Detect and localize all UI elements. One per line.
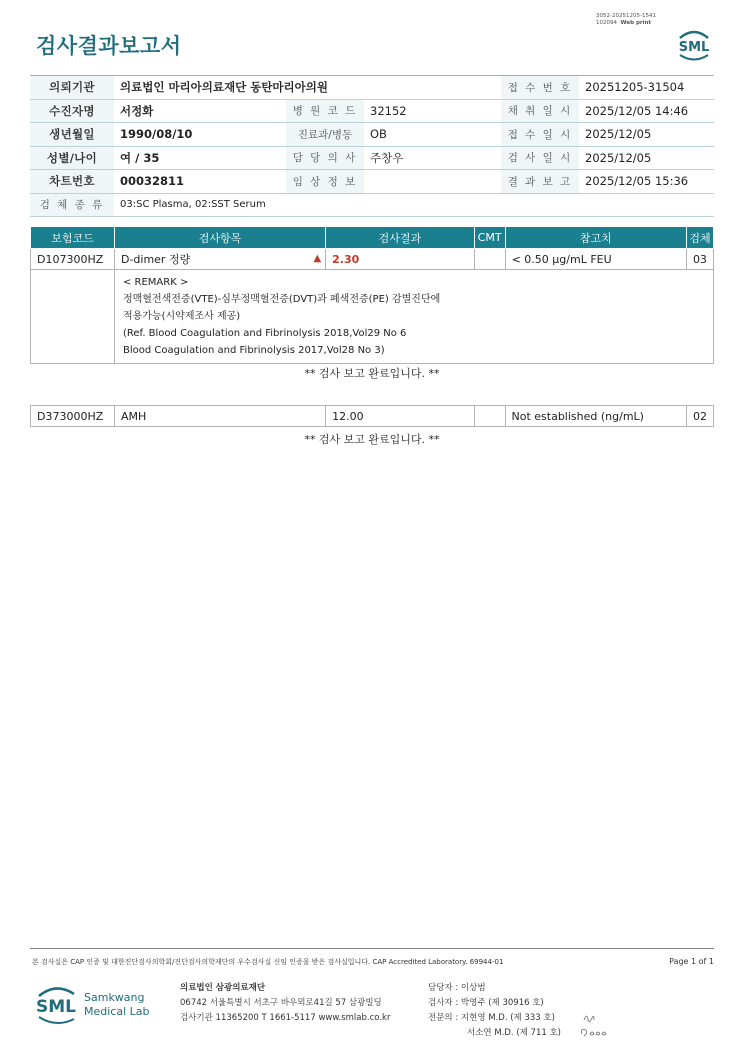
staff-tester: 검사자 : 박영주 (제 30916 호) bbox=[428, 998, 544, 1008]
col-test-item: 검사항목 bbox=[114, 227, 325, 249]
results-header-row bbox=[31, 227, 714, 249]
col-insurance-code: 보험코드 bbox=[31, 227, 115, 249]
sml-logo bbox=[672, 24, 716, 64]
results-table-2 bbox=[30, 405, 714, 427]
test-date-value: 2025/12/05 bbox=[579, 146, 714, 170]
row1-reference: < 0.50 µg/mL FEU bbox=[505, 249, 686, 270]
hospital-code-value: 32152 bbox=[364, 99, 501, 123]
requester-value: 의료법인 마리아의료재단 동탄마리아의원 bbox=[114, 76, 501, 100]
row1-item: D-dimer 정량 bbox=[120, 253, 191, 266]
dept-value: OB bbox=[364, 123, 501, 147]
logo-sml-text: SML bbox=[36, 997, 76, 1017]
staff-specialist: 전문의 : 지현영 M.D. (제 333 호) bbox=[428, 1013, 555, 1023]
row2-code: D373000HZ bbox=[31, 406, 115, 427]
hospital-code-label: 병 원 코 드 bbox=[286, 99, 364, 123]
receipt-no-value: 20251205-31504 bbox=[579, 76, 714, 100]
footer-divider bbox=[30, 948, 714, 949]
receipt-date-value: 2025/12/05 bbox=[579, 123, 714, 147]
receipt-date-label: 접 수 일 시 bbox=[501, 123, 579, 147]
print-code-line1: 3052-20251205-1541 bbox=[596, 13, 656, 19]
sex-age-value: 여 / 35 bbox=[114, 146, 286, 170]
row2-specimen: 02 bbox=[686, 406, 713, 427]
specimen-value: 03:SC Plasma, 02:SST Serum bbox=[114, 193, 714, 217]
row1-code: D107300HZ bbox=[31, 249, 115, 270]
samkwang-logo bbox=[36, 982, 154, 1026]
test-date-label: 검 사 일 시 bbox=[501, 146, 579, 170]
high-flag-icon: ▲ bbox=[313, 253, 322, 264]
remark-line: Blood Coagulation and Fibrinolysis 2017,Vol28 No 3) bbox=[122, 345, 385, 356]
collect-value: 2025/12/05 14:46 bbox=[579, 99, 714, 123]
specimen-label: 검 체 종 류 bbox=[30, 193, 114, 217]
remark-line: 적용가능(시약제조사 제공) bbox=[122, 311, 241, 322]
col-cmt: CMT bbox=[474, 227, 505, 249]
remark-line: 정맥혈전색전증(VTE)-심부정맥혈전증(DVT)과 폐색전증(PE) 감별진단에 bbox=[122, 294, 441, 305]
signature-image bbox=[578, 1010, 612, 1040]
patient-value: 서정화 bbox=[114, 99, 286, 123]
logo-arc-bottom bbox=[39, 1017, 74, 1023]
print-code bbox=[596, 13, 666, 27]
table-row bbox=[31, 406, 714, 427]
report-title: 검사결과보고서 bbox=[36, 34, 182, 58]
birth-value: 1990/08/10 bbox=[114, 123, 286, 147]
col-result: 검사결과 bbox=[326, 227, 474, 249]
clinical-label: 임 상 정 보 bbox=[286, 170, 364, 194]
receipt-no-label: 접 수 번 호 bbox=[501, 76, 579, 100]
info-row bbox=[30, 146, 714, 170]
chart-label: 차트번호 bbox=[30, 170, 114, 194]
results-table bbox=[30, 226, 714, 364]
staff-manager: 담당자 : 이상범 bbox=[428, 983, 486, 993]
patient-info-table bbox=[30, 75, 714, 217]
lab-info bbox=[180, 981, 390, 1026]
logo-name-2: Medical Lab bbox=[84, 1005, 150, 1018]
row1-result: 2.30 bbox=[326, 249, 474, 270]
table-row bbox=[31, 249, 714, 270]
remark-line: (Ref. Blood Coagulation and Fibrinolysis 2018,Vol29 No 6 bbox=[122, 328, 407, 339]
completion-note-2: ** 검사 보고 완료입니다. ** bbox=[304, 433, 440, 446]
logo-name-1: Samkwang bbox=[84, 991, 145, 1004]
clinical-value bbox=[364, 170, 501, 194]
remark-cell bbox=[114, 270, 713, 364]
row2-result: 12.00 bbox=[326, 406, 474, 427]
dept-label: 진료과/병동 bbox=[286, 123, 364, 147]
print-code-line2: 102094 Web print bbox=[596, 20, 652, 26]
col-reference: 참고치 bbox=[505, 227, 686, 249]
lab-org: 의료법인 삼광의료재단 bbox=[180, 983, 266, 993]
staff-specialist-2: 서소연 M.D. (제 711 호) bbox=[467, 1028, 562, 1038]
completion-note-1: ** 검사 보고 완료입니다. ** bbox=[304, 367, 440, 380]
logo-arc-top bbox=[39, 988, 74, 996]
requester-label: 의뢰기관 bbox=[30, 76, 114, 100]
birth-label: 생년월일 bbox=[30, 123, 114, 147]
row1-item-cell bbox=[114, 249, 325, 270]
report-value: 2025/12/05 15:36 bbox=[579, 170, 714, 194]
sex-age-label: 성별/나이 bbox=[30, 146, 114, 170]
remark-blank bbox=[31, 270, 115, 364]
row1-specimen: 03 bbox=[686, 249, 713, 270]
remark-line: < REMARK > bbox=[122, 277, 189, 288]
accreditation-note: 본 검사실은 CAP 인증 및 대한진단검사의학회/진단검사의학재단의 우수검사실 신임 인증을 받은 검사실입니다. CAP Accredited Laboratory. 69944-01 bbox=[32, 958, 504, 966]
doctor-value: 주창우 bbox=[364, 146, 501, 170]
report-label: 결 과 보 고 bbox=[501, 170, 579, 194]
info-row bbox=[30, 123, 714, 147]
page-number: Page 1 of 1 bbox=[669, 957, 714, 966]
info-row bbox=[30, 193, 714, 217]
doctor-label: 담 당 의 사 bbox=[286, 146, 364, 170]
remark-row bbox=[31, 270, 714, 364]
row2-reference: Not established (ng/mL) bbox=[505, 406, 686, 427]
patient-label: 수진자명 bbox=[30, 99, 114, 123]
row1-cmt bbox=[474, 249, 505, 270]
collect-label: 채 취 일 시 bbox=[501, 99, 579, 123]
info-row bbox=[30, 76, 714, 100]
logo-arc-bottom bbox=[680, 55, 708, 60]
row2-cmt bbox=[474, 406, 505, 427]
chart-value: 00032811 bbox=[114, 170, 286, 194]
info-row bbox=[30, 99, 714, 123]
logo-text: SML bbox=[678, 40, 710, 55]
col-specimen: 검체 bbox=[686, 227, 713, 249]
lab-address: 06742 서울특별시 서초구 바우뫼로41길 57 삼광빌딩 bbox=[180, 998, 382, 1008]
info-row bbox=[30, 170, 714, 194]
lab-contact: 검사기관 11365200 T 1661-5117 www.smlab.co.kr bbox=[180, 1013, 391, 1023]
row2-item: AMH bbox=[114, 406, 325, 427]
staff-info bbox=[428, 981, 561, 1041]
logo-arc-top bbox=[680, 32, 708, 38]
